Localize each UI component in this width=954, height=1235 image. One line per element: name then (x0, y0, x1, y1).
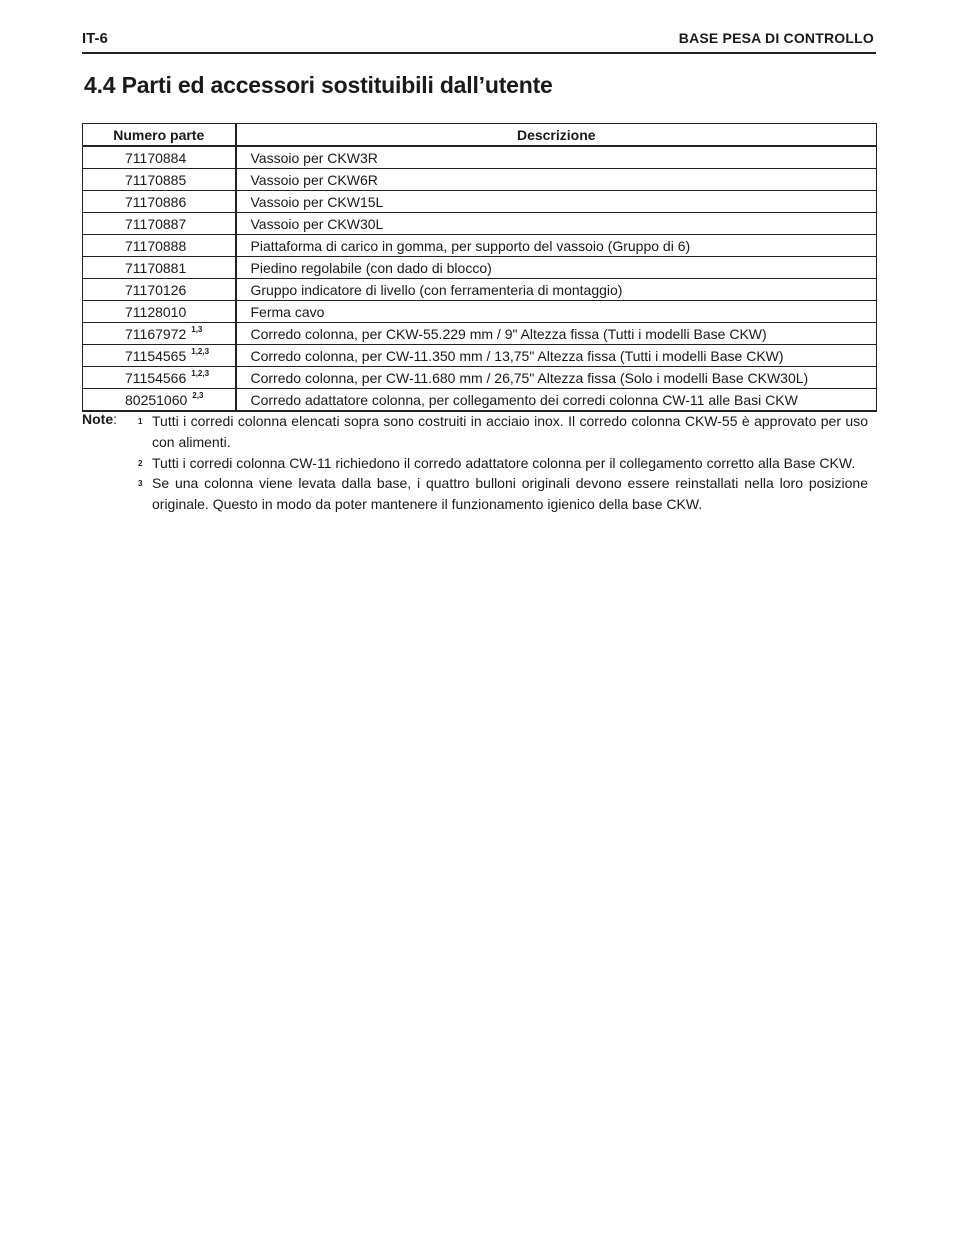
footnote-reference: 1,2,3 (191, 346, 210, 356)
note-number: 1 (138, 417, 143, 426)
description-cell: Piattaforma di carico in gomma, per supporto del vassoio (Gruppo di 6) (236, 235, 877, 257)
note-number: 2 (138, 459, 143, 468)
part-number: 71170126 (125, 281, 187, 298)
note-item (138, 453, 868, 474)
part-number: 71128010 (125, 303, 187, 320)
table-row (83, 235, 877, 257)
part-number: 71154566 (125, 369, 187, 386)
part-number-cell (83, 235, 236, 257)
description-cell: Vassoio per CKW3R (236, 146, 877, 169)
part-number-cell (83, 301, 236, 323)
table-row (83, 169, 877, 191)
table-row (83, 146, 877, 169)
description-cell: Vassoio per CKW30L (236, 213, 877, 235)
table-header-row (83, 124, 877, 147)
table-row (83, 389, 877, 412)
parts-table-body (83, 146, 877, 411)
footnote-reference: 1,2,3 (191, 368, 210, 378)
footnote-reference: 2,3 (192, 390, 204, 400)
part-number-cell (83, 279, 236, 301)
part-number-cell (83, 345, 236, 367)
part-number-cell (83, 367, 236, 389)
notes-label-text: Note (82, 411, 114, 427)
table-row (83, 279, 877, 301)
part-number: 71170884 (125, 149, 187, 166)
part-number: 71170888 (125, 237, 187, 254)
note-text: Tutti i corredi colonna elencati sopra sono costruiti in acciaio inox. Il corredo colonna CKW-55 è approvato per uso con alimenti. (152, 413, 868, 450)
part-number: 71170881 (125, 259, 187, 276)
part-number-cell (83, 146, 236, 169)
part-number: 71170885 (125, 171, 187, 188)
table-row (83, 191, 877, 213)
part-number-cell (83, 213, 236, 235)
section-title: 4.4 Parti ed accessori sostituibili dall’utente (84, 72, 553, 98)
table-row (83, 367, 877, 389)
note-item (138, 473, 868, 515)
part-number: 80251060 (125, 391, 188, 408)
description-cell: Vassoio per CKW6R (236, 169, 877, 191)
note-item (138, 411, 868, 453)
page-number: IT-6 (82, 30, 108, 47)
column-header-part-number: Numero parte (83, 124, 236, 147)
part-number: 71167972 (125, 325, 187, 342)
part-number-cell (83, 257, 236, 279)
table-row (83, 345, 877, 367)
table-row (83, 257, 877, 279)
part-number-cell (83, 191, 236, 213)
footnote-reference: 1,3 (191, 324, 203, 334)
part-number-cell (83, 389, 236, 412)
part-number: 71170886 (125, 193, 187, 210)
page-header (82, 28, 876, 54)
table-row (83, 213, 877, 235)
table-row (83, 323, 877, 345)
part-number: 71154565 (125, 347, 187, 364)
note-number: 3 (138, 479, 143, 488)
description-cell: Corredo adattatore colonna, per collegamento dei corredi colonna CW-11 alle Basi CKW (236, 389, 877, 412)
parts-table (82, 123, 877, 412)
part-number-cell (83, 323, 236, 345)
description-cell: Vassoio per CKW15L (236, 191, 877, 213)
document-title: BASE PESA DI CONTROLLO (678, 30, 874, 46)
table-row (83, 301, 877, 323)
part-number: 71170887 (125, 215, 187, 232)
notes-label (82, 411, 117, 427)
description-cell: Gruppo indicatore di livello (con ferramenteria di montaggio) (236, 279, 877, 301)
description-cell: Ferma cavo (236, 301, 877, 323)
description-cell: Piedino regolabile (con dado di blocco) (236, 257, 877, 279)
description-cell: Corredo colonna, per CKW-55.229 mm / 9" Altezza fissa (Tutti i modelli Base CKW) (236, 323, 877, 345)
description-cell: Corredo colonna, per CW-11.350 mm / 13,75" Altezza fissa (Tutti i modelli Base CKW) (236, 345, 877, 367)
note-text: Tutti i corredi colonna CW-11 richiedono il corredo adattatore colonna per il collegamento corretto alla Base CKW. (152, 455, 856, 471)
note-text: Se una colonna viene levata dalla base, i quattro bulloni originali devono essere reinstallati nella loro posizione originale. Questo in modo da poter mantenere il funzionamento igienico della base CKW. (152, 475, 868, 512)
description-cell: Corredo colonna, per CW-11.680 mm / 26,75" Altezza fissa (Solo i modelli Base CKW30L) (236, 367, 877, 389)
notes-label-colon: : (113, 411, 118, 427)
column-header-description: Descrizione (236, 124, 877, 147)
part-number-cell (83, 169, 236, 191)
